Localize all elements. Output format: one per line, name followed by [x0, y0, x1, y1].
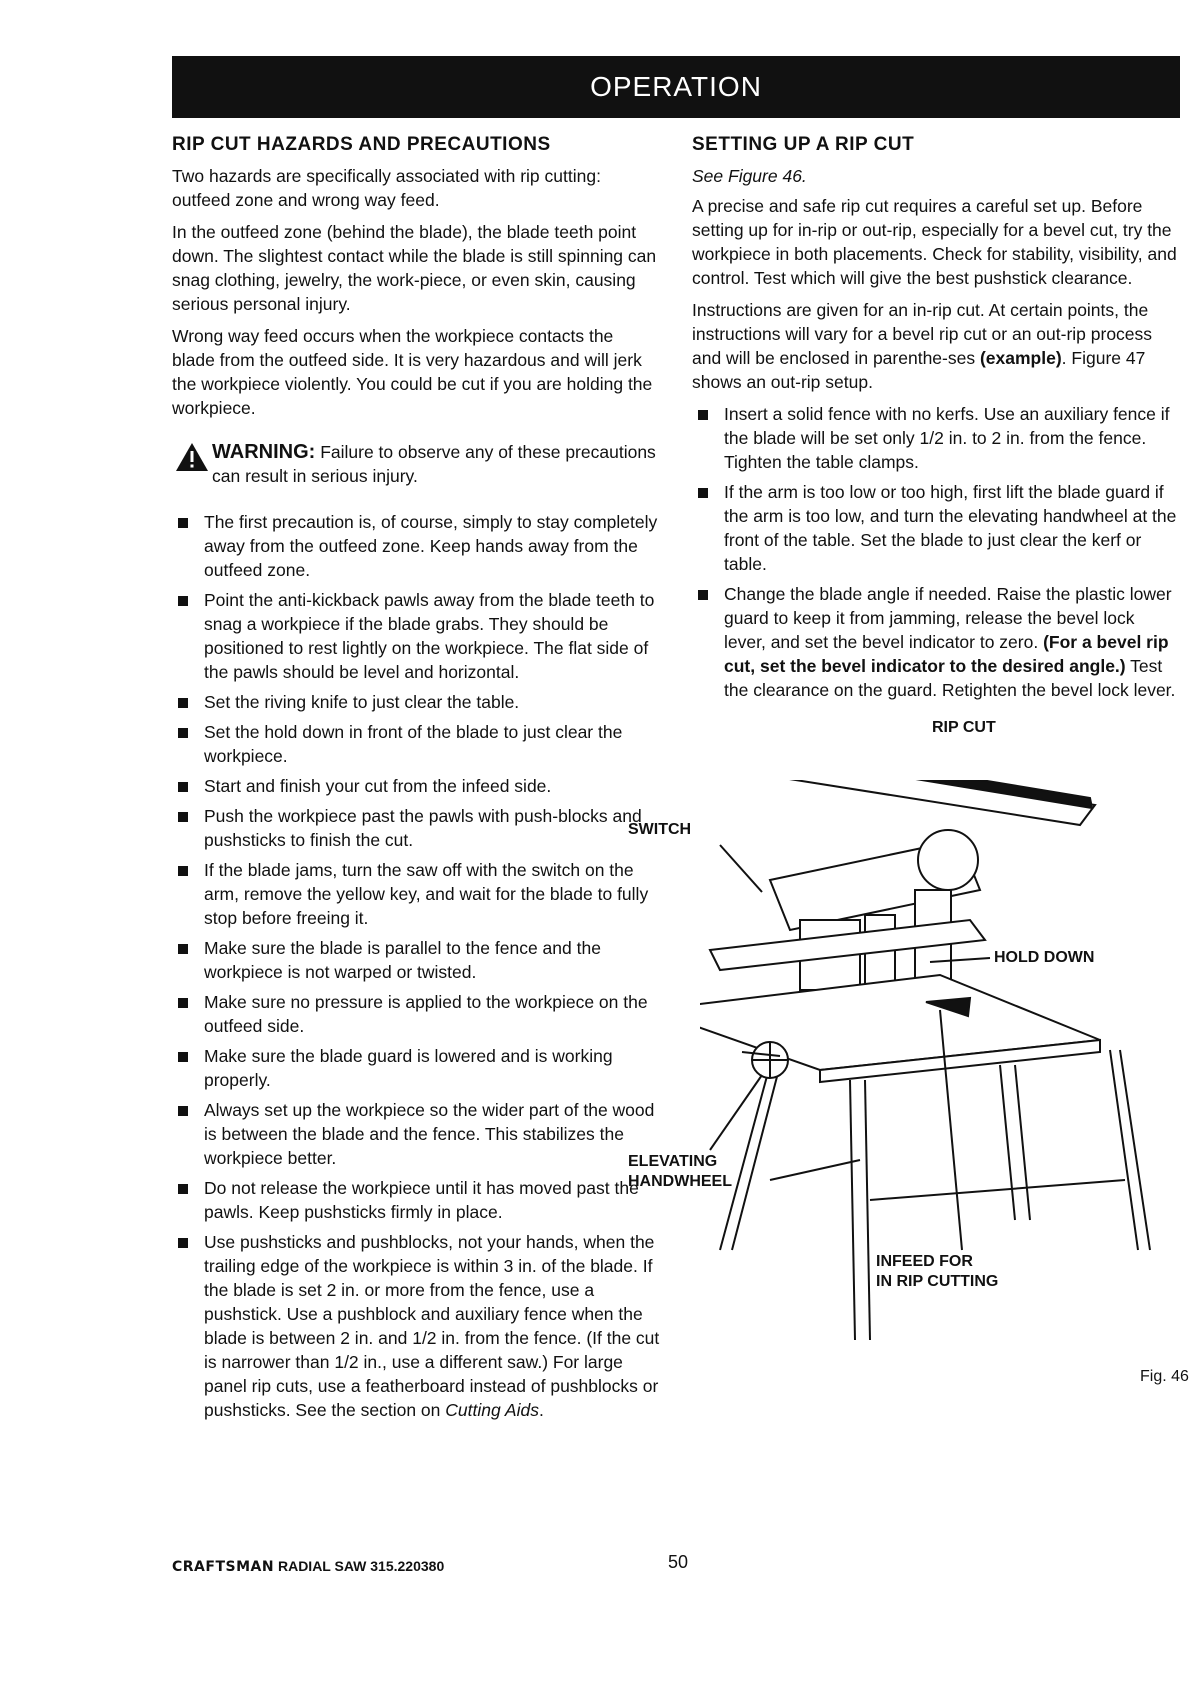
- left-paragraph: In the outfeed zone (behind the blade), the blade teeth point down. The slightest contact while the blade is still spinning can snag clothing, jewelry, the work-piece, or even skin, causing serious personal injury.: [172, 222, 657, 314]
- list-item: Set the hold down in front of the blade to just clear the workpiece.: [172, 720, 660, 768]
- warning-text: [212, 440, 660, 488]
- warning-message: Failure to observe any of these precautions can result in serious injury.: [212, 442, 656, 486]
- list-item-text: .: [538, 1400, 544, 1420]
- left-paragraph: Wrong way feed occurs when the workpiece contacts the blade from the outfeed side. It is very hazardous and will jerk the workpiece violently. You could be cut if you are holding the workpiece.: [172, 326, 653, 418]
- example-term: (example): [979, 348, 1062, 368]
- page-number: 50: [668, 1552, 689, 1572]
- warning-triangle-icon: [172, 442, 212, 472]
- list-item: Start and finish your cut from the infeed side.: [172, 774, 660, 798]
- warning-label: WARNING:: [212, 441, 316, 463]
- list-item-text: Change the blade angle if needed. Raise the plastic lower guard to keep it from jamming, release the bevel lock lever, and set the bevel indicator to zero.: [724, 584, 1172, 652]
- list-item: Set the riving knife to just clear the table.: [172, 690, 660, 714]
- figure-reference: See Figure 46.: [692, 166, 807, 186]
- cutting-aids-reference: Cutting Aids: [445, 1400, 539, 1420]
- infeed-label: INFEED FOR IN RIP CUTTING: [876, 1253, 999, 1290]
- radial-saw-figure: [628, 719, 1190, 1380]
- section-banner: [172, 56, 1180, 118]
- left-heading: RIP CUT HAZARDS AND PRECAUTIONS: [172, 134, 551, 155]
- precautions-list: [172, 510, 660, 1422]
- list-item-text: Test the clearance on the guard. Retighten the bevel lock lever.: [724, 656, 1176, 700]
- list-item: Always set up the workpiece so the wider part of the wood is between the blade and the fence. This stabilizes the workpiece better.: [172, 1098, 660, 1170]
- left-paragraph: Two hazards are specifically associated with rip cutting: outfeed zone and wrong way feed.: [172, 166, 601, 210]
- footer-model: [172, 1558, 444, 1575]
- right-heading: SETTING UP A RIP CUT: [692, 134, 915, 155]
- figure-caption: Fig. 46: [1140, 1368, 1189, 1385]
- list-item: If the arm is too low or too high, first lift the blade guard if the arm is too low, and turn the elevating handwheel at the front of the table. Set the blade to just clear the kerf or table.: [692, 480, 1180, 576]
- section-title: OPERATION: [590, 71, 762, 102]
- list-item: Do not release the workpiece until it has moved past the pawls. Keep pushsticks firmly in place.: [172, 1176, 660, 1224]
- elevating-handwheel-label: ELEVATING HANDWHEEL: [628, 1153, 732, 1190]
- list-item: If the blade jams, turn the saw off with the switch on the arm, remove the yellow key, and wait for the blade to fully stop before freeing it.: [172, 858, 660, 930]
- right-paragraph: A precise and safe rip cut requires a careful set up. Before setting up for in-rip or out-rip, especially for a bevel cut, try the workpiece in both placements. Check for stability, visibility, and control. Test which will give the best pushstick clearance.: [692, 196, 1177, 288]
- bevel-note: (For a bevel rip cut, set the bevel indicator to the desired angle.): [724, 632, 1169, 676]
- setup-steps-list: [692, 402, 1180, 702]
- list-item: [692, 582, 1180, 702]
- right-paragraph-text: Instructions are given for an in-rip cut. At certain points, the instructions will vary for a bevel rip cut or an out-rip process and will be enclosed in parenthe-ses: [692, 300, 1153, 368]
- brand-logo: CRAFTSMAN: [172, 1559, 275, 1575]
- list-item: Make sure the blade is parallel to the fence and the workpiece is not warped or twisted.: [172, 936, 660, 984]
- list-item-text: Use pushsticks and pushblocks, not your hands, when the trailing edge of the workpiece is within 3 in. of the blade. If the blade is set 2 in. or more from the fence, use a pushstick. Use a pushblock and auxiliary fence when the blade is between 2 in. and 1/2 in. from the fence. (If the cut is narrower than 1/2 in., use a different saw.) For large panel rip cuts, use a featherboard instead of pushblocks or pushsticks. See the section on: [204, 1232, 660, 1420]
- warning-box: [172, 440, 660, 488]
- model-number: RADIAL SAW 315.220380: [274, 1558, 445, 1574]
- list-item: Make sure the blade guard is lowered and is working properly.: [172, 1044, 660, 1092]
- right-paragraph-text: . Figure 47 shows an out-rip setup.: [692, 348, 1146, 392]
- list-item: Point the anti-kickback pawls away from the blade teeth to snag a workpiece if the blade grabs. They should be positioned to rest lightly on the workpiece. The flat side of the pawls should be level and horizontal.: [172, 588, 660, 684]
- left-column: [172, 134, 660, 1428]
- list-item: Make sure no pressure is applied to the workpiece on the outfeed side.: [172, 990, 660, 1038]
- hold-down-label: HOLD DOWN: [994, 949, 1095, 966]
- right-column: [692, 134, 1180, 708]
- list-item: [172, 1230, 660, 1422]
- switch-label: SWITCH: [628, 821, 692, 838]
- rip-cut-label: RIP CUT: [932, 719, 996, 736]
- list-item: Push the workpiece past the pawls with push-blocks and pushsticks to finish the cut.: [172, 804, 660, 852]
- list-item: The first precaution is, of course, simply to stay completely away from the outfeed zone. Keep hands away from the outfeed zone.: [172, 510, 660, 582]
- list-item: Insert a solid fence with no kerfs. Use an auxiliary fence if the blade will be set only 1/2 in. to 2 in. from the fence. Tighten the table clamps.: [692, 402, 1180, 474]
- right-paragraph: [692, 298, 1180, 394]
